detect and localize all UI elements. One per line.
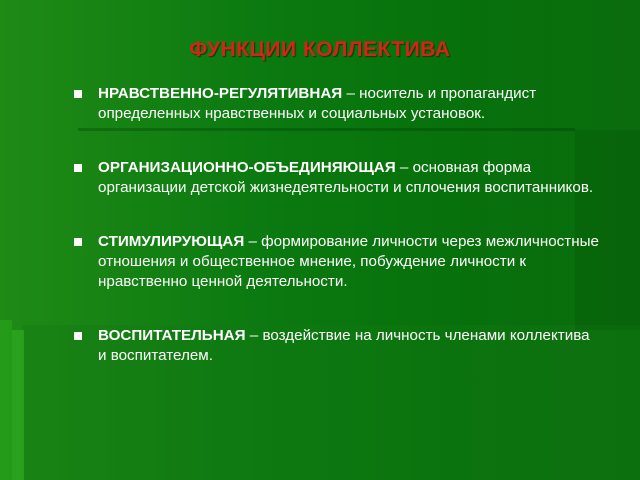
bullet-icon xyxy=(74,238,82,246)
item-description: – носитель и пропагандист определенных нравственных и социальных установок. xyxy=(98,85,537,122)
item-description: – основная форма организации детской жизнедеятельности и сплочения воспитанников. xyxy=(98,159,594,196)
bullet-icon xyxy=(74,164,82,172)
item-term: СТИМУЛИРУЮЩАЯ xyxy=(98,233,245,250)
item-term: ОРГАНИЗАЦИОННО-ОБЪЕДИНЯЮЩАЯ xyxy=(98,159,396,176)
item-description: – формирование личности через межличностные отношения и общественное мнение, побуждение личности к нравственно ценной деятельности. xyxy=(98,233,599,290)
bullet-list xyxy=(72,84,602,400)
list-item xyxy=(72,158,602,198)
decorative-stripe xyxy=(0,320,12,480)
item-term: НРАВСТВЕННО-РЕГУЛЯТИВНАЯ xyxy=(98,85,343,102)
list-item xyxy=(72,232,602,292)
item-term: ВОСПИТАТЕЛЬНАЯ xyxy=(98,327,246,344)
slide-title: ФУНКЦИИ КОЛЛЕКТИВА xyxy=(189,38,451,61)
bullet-icon xyxy=(74,332,82,340)
bullet-icon xyxy=(74,90,82,98)
list-item xyxy=(72,326,602,366)
decorative-stripe xyxy=(12,330,24,480)
item-description: – воздействие на личность членами коллектива и воспитателем. xyxy=(98,327,590,364)
list-item xyxy=(72,84,602,124)
